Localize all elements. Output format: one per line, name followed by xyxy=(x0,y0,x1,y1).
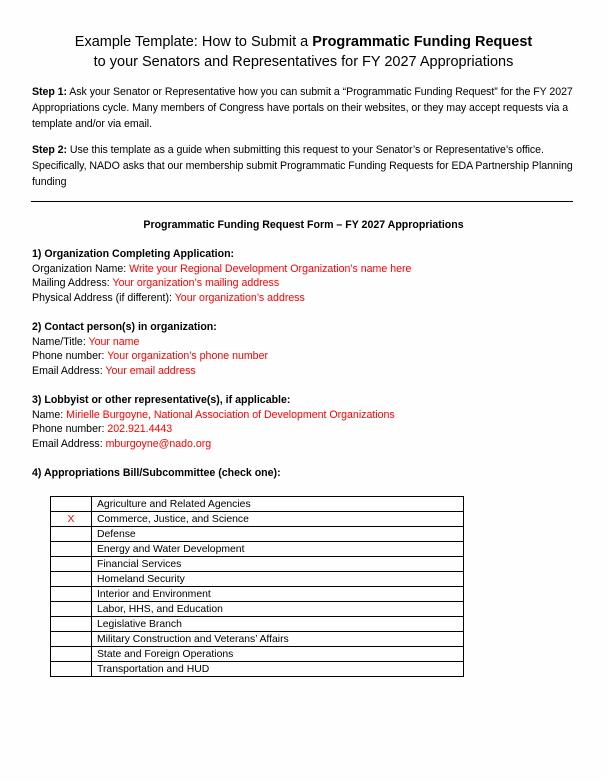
subcommittee-table xyxy=(50,496,464,677)
subcommittee-name: Commerce, Justice, and Science xyxy=(92,512,464,527)
field-label: Physical Address (if different): xyxy=(32,291,175,304)
field-value[interactable]: Your email address xyxy=(105,364,196,377)
subcommittee-row xyxy=(51,557,464,572)
check-cell[interactable]: X xyxy=(51,512,92,527)
field-organization-name[interactable] xyxy=(32,262,592,277)
subcommittee-row xyxy=(51,512,464,527)
subcommittee-name: Military Construction and Veterans’ Affairs xyxy=(92,632,464,647)
step-2-label: Step 2: xyxy=(32,144,67,156)
subcommittee-name: Energy and Water Development xyxy=(92,542,464,557)
field-label: Name/Title: xyxy=(32,335,89,348)
step-2-paragraph xyxy=(32,142,577,190)
section-organization xyxy=(32,247,592,305)
section-4-heading: 4) Appropriations Bill/Subcommittee (check one): xyxy=(32,467,281,479)
document-title xyxy=(0,32,607,72)
subcommittee-row xyxy=(51,662,464,677)
section-3-heading: 3) Lobbyist or other representative(s), if applicable: xyxy=(32,394,291,406)
check-cell[interactable] xyxy=(51,662,92,677)
check-cell[interactable] xyxy=(51,587,92,602)
field-label: Phone number: xyxy=(32,423,108,436)
subcommittee-row xyxy=(51,527,464,542)
subcommittee-row xyxy=(51,647,464,662)
subcommittee-name: State and Foreign Operations xyxy=(92,647,464,662)
field-value[interactable]: Your organization’s mailing address xyxy=(112,277,280,290)
step-1-label: Step 1: xyxy=(32,86,67,98)
subcommittee-name: Legislative Branch xyxy=(92,617,464,632)
field-lobbyist-name[interactable] xyxy=(32,408,592,423)
field-contact-phone[interactable] xyxy=(32,349,592,364)
field-label: Mailing Address: xyxy=(32,277,113,290)
title-line-1 xyxy=(0,32,607,52)
field-value[interactable]: Write your Regional Development Organization’s name here xyxy=(129,262,412,275)
section-appropriations xyxy=(32,466,592,481)
subcommittee-name: Defense xyxy=(92,527,464,542)
check-cell[interactable] xyxy=(51,527,92,542)
check-cell[interactable] xyxy=(51,647,92,662)
subcommittee-row xyxy=(51,572,464,587)
subcommittee-row xyxy=(51,497,464,512)
field-value[interactable]: 202.921.4443 xyxy=(107,423,173,436)
subcommittee-row xyxy=(51,632,464,647)
subcommittee-row xyxy=(51,587,464,602)
field-contact-name[interactable] xyxy=(32,335,592,350)
step-1-paragraph xyxy=(32,84,577,132)
subcommittee-row xyxy=(51,542,464,557)
subcommittee-name: Agriculture and Related Agencies xyxy=(92,497,464,512)
check-cell[interactable] xyxy=(51,602,92,617)
section-2-heading: 2) Contact person(s) in organization: xyxy=(32,321,217,333)
field-label: Name: xyxy=(32,408,67,421)
field-physical-address[interactable] xyxy=(32,291,592,306)
check-cell[interactable] xyxy=(51,632,92,647)
field-label: Email Address: xyxy=(32,437,106,450)
section-lobbyist xyxy=(32,393,592,451)
subcommittee-name: Transportation and HUD xyxy=(92,662,464,677)
subcommittee-name: Financial Services xyxy=(92,557,464,572)
field-value[interactable]: Your organization’s phone number xyxy=(107,350,268,363)
field-value[interactable]: Mirielle Burgoyne, National Association of Development Organizations xyxy=(66,408,395,421)
field-value[interactable]: mburgoyne@nado.org xyxy=(105,437,212,450)
field-label: Organization Name: xyxy=(32,262,130,275)
section-contact xyxy=(32,320,592,378)
title-prefix: Example Template: How to Submit a xyxy=(74,34,313,50)
check-cell[interactable] xyxy=(51,497,92,512)
section-1-heading: 1) Organization Completing Application: xyxy=(32,248,235,260)
step-2-text: Use this template as a guide when submitting this request to your Senator’s or Representative’s office. Specifically, NADO asks that our membership submit Programmatic Funding Requests for EDA Partnership Planning funding xyxy=(32,144,573,188)
check-cell[interactable] xyxy=(51,542,92,557)
subcommittee-name: Homeland Security xyxy=(92,572,464,587)
field-label: Email Address: xyxy=(32,364,106,377)
check-cell[interactable] xyxy=(51,617,92,632)
check-cell[interactable] xyxy=(51,557,92,572)
horizontal-divider xyxy=(31,201,573,202)
subcommittee-name: Labor, HHS, and Education xyxy=(92,602,464,617)
field-lobbyist-email[interactable] xyxy=(32,437,592,452)
field-contact-email[interactable] xyxy=(32,364,592,379)
subcommittee-row xyxy=(51,602,464,617)
subcommittee-name: Interior and Environment xyxy=(92,587,464,602)
title-bold: Programmatic Funding Request xyxy=(312,34,533,50)
form-title: Programmatic Funding Request Form – FY 2027 Appropriations xyxy=(143,219,464,231)
check-cell[interactable] xyxy=(51,572,92,587)
field-lobbyist-phone[interactable] xyxy=(32,422,592,437)
field-value[interactable]: Your organization’s address xyxy=(174,291,305,304)
field-mailing-address[interactable] xyxy=(32,276,592,291)
title-line-2: to your Senators and Representatives for FY 2027 Appropriations xyxy=(93,54,514,70)
field-value[interactable]: Your name xyxy=(88,335,140,348)
field-label: Phone number: xyxy=(32,350,108,363)
step-1-text: Ask your Senator or Representative how you can submit a “Programmatic Funding Request” for the FY 2027 Appropriations cycle. Many members of Congress have portals on their websites, or they may accept requests via a template and/or via email. xyxy=(32,86,573,130)
subcommittee-row xyxy=(51,617,464,632)
